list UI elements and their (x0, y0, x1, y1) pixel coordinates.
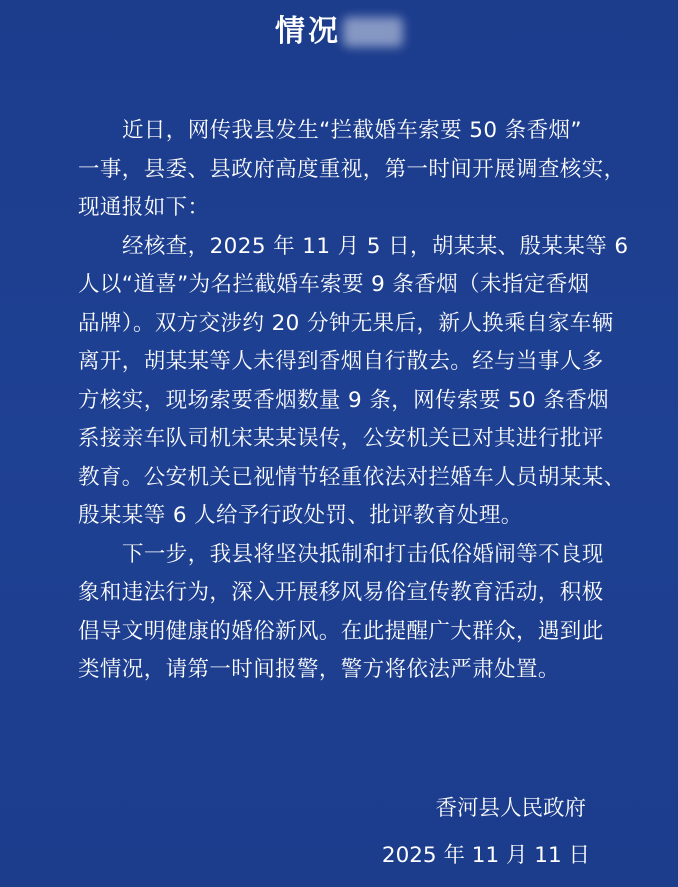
paragraph-1-line-1: 近日，网传我县发生“拦截婚车索要 50 条香烟” (122, 118, 582, 143)
paragraph-2-line-1: 经核查，2025 年 11 月 5 日，胡某某、殷某某等 6 (122, 233, 629, 259)
paragraph-3-line-3: 倡导文明健康的婚俗新风。在此提醒广大群众，遇到此 (78, 618, 604, 644)
paragraph-2-line-2: 人以“道喜”为名拦截婚车索要 9 条香烟（未指定香烟 (78, 272, 590, 297)
paragraph-3-line-1: 下一步，我县将坚决抵制和打击低俗婚闹等不良现 (122, 541, 604, 567)
paragraph-2-line-4: 离开，胡某某等人未得到香烟自行散去。经与当事人多 (78, 349, 604, 374)
paragraph-1-line-2: 一事，县委、县政府高度重视，第一时间开展调查核实， (78, 156, 626, 182)
paragraph-2-line-6: 系接亲车队司机宋某某误传，公安机关已对其进行批评 (78, 426, 604, 451)
issuer-signature: 香河县人民政府 (435, 796, 586, 821)
paragraph-1-line-3: 现通报如下： (78, 195, 210, 220)
blurred-title-region (343, 17, 403, 47)
paragraph-3-line-4: 类情况，请第一时间报警，警方将依法严肃处置。 (78, 657, 560, 682)
paragraph-3-line-2: 象和违法行为，深入开展移风易俗宣传教育活动，积极 (78, 580, 604, 605)
paragraph-2-line-3: 品牌）。双方交涉约 20 分钟无果后，新人换乘自家车辆 (78, 310, 614, 336)
paragraph-2-line-8: 殷某某等 6 人给予行政处罚、批评教育处理。 (78, 503, 523, 528)
page-title: 情况 (275, 14, 341, 49)
issue-date: 2025 年 11 月 11 日 (381, 843, 590, 868)
paragraph-2-line-5: 方核实，现场索要香烟数量 9 条，网传索要 50 条香烟 (78, 387, 610, 413)
title-row (0, 10, 678, 54)
notice-body (78, 112, 648, 690)
paragraph-2-line-7: 教育。公安机关已视情节轻重依法对拦婚车人员胡某某、 (78, 464, 626, 490)
